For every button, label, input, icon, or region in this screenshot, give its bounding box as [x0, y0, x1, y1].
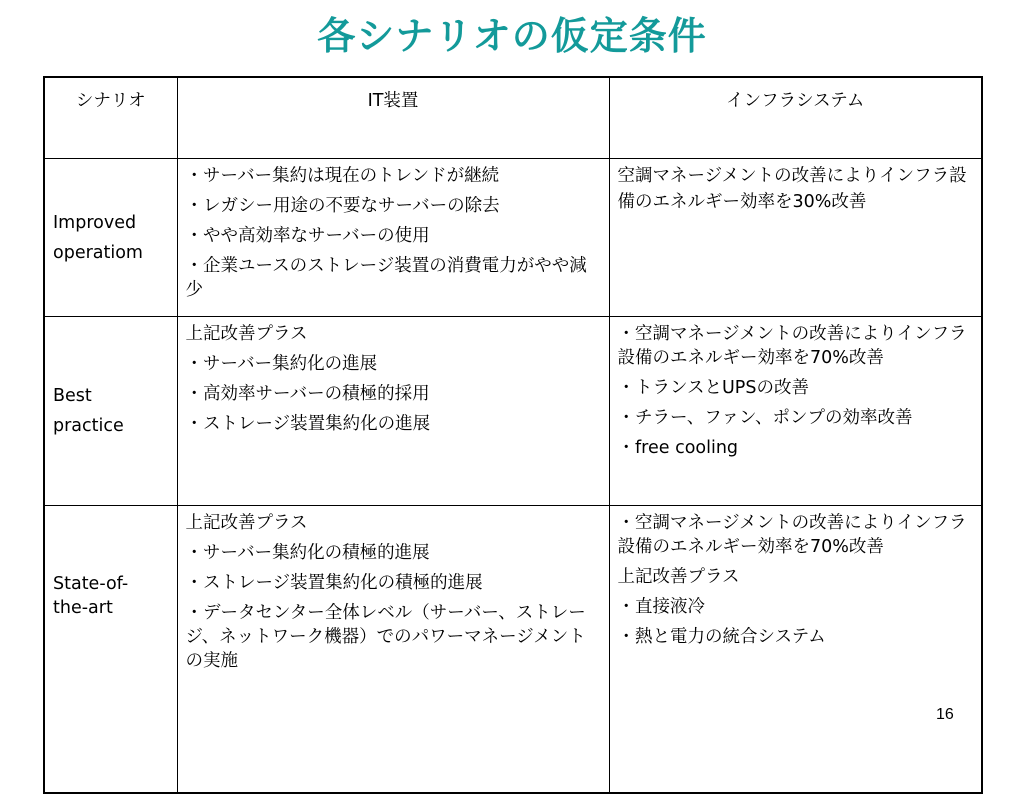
list-item: ・ストレージ装置集約化の積極的進展 — [185, 573, 483, 593]
infra-cell — [609, 159, 982, 317]
list-item: ・free cooling — [617, 438, 739, 458]
header-scenario: シナリオ — [44, 77, 177, 159]
scenario-line: the-art — [53, 598, 113, 618]
list-item: ・直接液冷 — [617, 597, 705, 617]
list-item: ・やや高効率なサーバーの使用 — [185, 226, 430, 246]
list-item: ・熱と電力の統合システム — [617, 627, 826, 647]
list-item: ・空調マネージメントの改善によりインフラ設備のエネルギー効率を70%改善 — [617, 324, 967, 368]
table-header-row — [44, 77, 982, 159]
list-item: ・サーバー集約は現在のトレンドが継続 — [185, 166, 500, 186]
list-item: 上記改善プラス — [185, 513, 308, 533]
list-item: ・サーバー集約化の進展 — [185, 354, 378, 374]
infra-cell — [609, 317, 982, 506]
list-item: 上記改善プラス — [617, 567, 740, 587]
list-item: ・レガシー用途の不要なサーバーの除去 — [185, 196, 500, 216]
table-row — [44, 317, 982, 506]
infra-cell — [609, 506, 982, 794]
scenario-line: Best — [53, 386, 92, 406]
table-row — [44, 506, 982, 794]
scenario-cell — [44, 159, 177, 317]
scenario-line: practice — [53, 416, 124, 436]
list-item: ・サーバー集約化の積極的進展 — [185, 543, 430, 563]
list-item: ・チラー、ファン、ポンプの効率改善 — [617, 408, 913, 428]
scenario-cell — [44, 506, 177, 794]
list-item: ・高効率サーバーの積極的採用 — [185, 384, 430, 404]
list-item: 上記改善プラス — [185, 324, 308, 344]
it-cell — [177, 159, 609, 317]
slide-title: 各シナリオの仮定条件 — [317, 14, 707, 58]
scenario-line: operatiom — [53, 242, 143, 263]
list-item: ・ストレージ装置集約化の進展 — [185, 414, 431, 434]
header-it-equipment: IT装置 — [177, 77, 609, 159]
table-row — [44, 159, 982, 317]
assumptions-table — [43, 76, 983, 794]
list-item: 空調マネージメントの改善によりインフラ設備のエネルギー効率を30%改善 — [617, 166, 967, 212]
it-cell — [177, 506, 609, 794]
list-item: ・データセンター全体レベル（サーバー、ストレージ、ネットワーク機器）でのパワーマネージメントの実施 — [185, 603, 586, 671]
scenario-line: Improved — [53, 212, 137, 233]
scenario-cell — [44, 317, 177, 506]
list-item: ・空調マネージメントの改善によりインフラ設備のエネルギー効率を70%改善 — [617, 513, 967, 557]
scenario-line: State-of- — [53, 574, 129, 594]
header-infra-system: インフラシステム — [609, 77, 982, 159]
page-number: 16 — [936, 706, 954, 723]
it-cell — [177, 317, 609, 506]
list-item: ・企業ユースのストレージ装置の消費電力がやや減少 — [185, 256, 587, 300]
list-item: ・トランスとUPSの改善 — [617, 378, 809, 398]
